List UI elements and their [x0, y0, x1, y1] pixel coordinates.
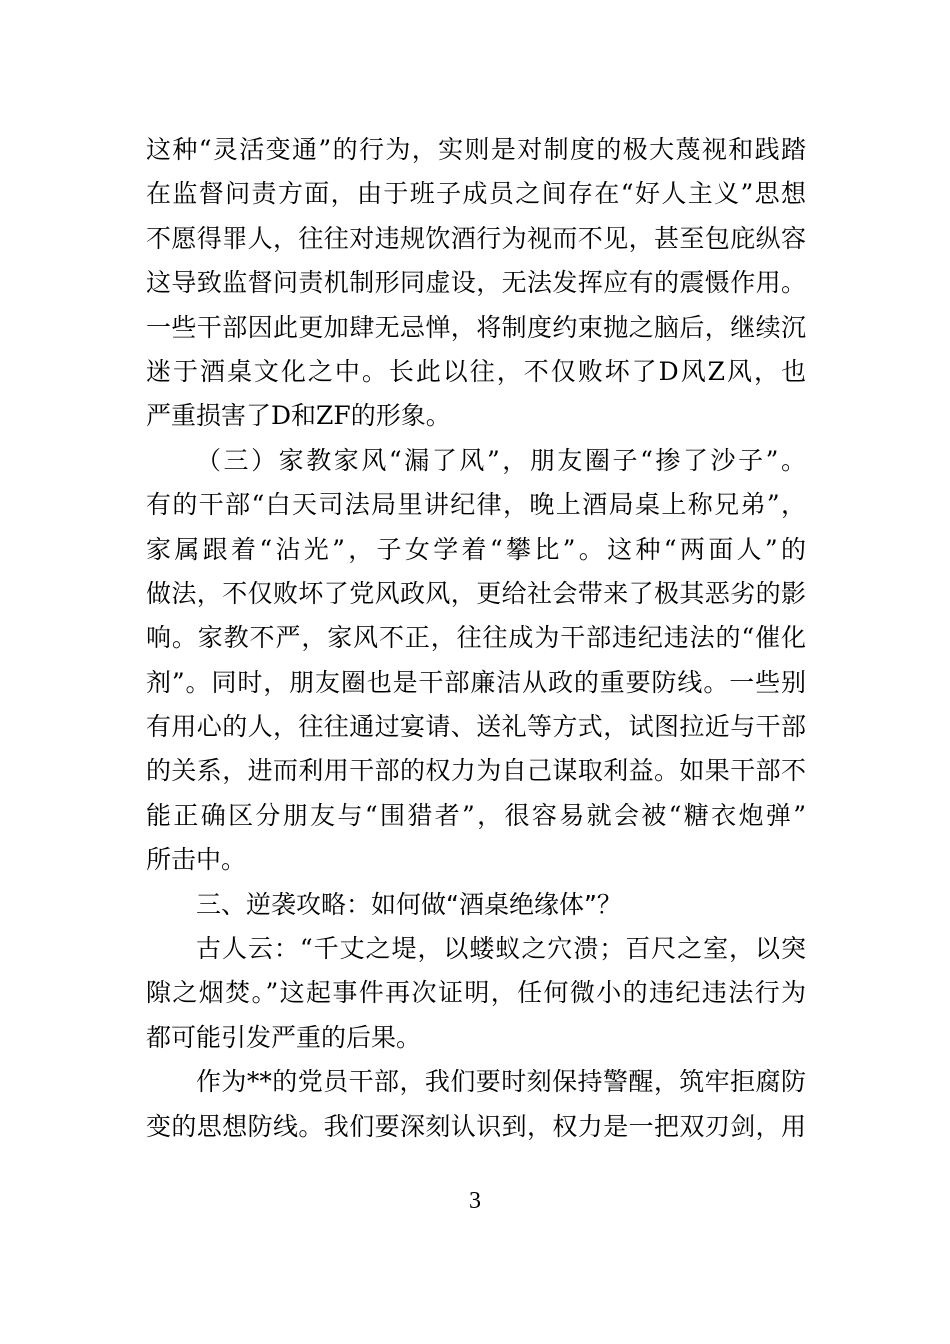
text-line: （三）家教家风“漏了风”，朋友圈子“掺了沙子”。: [196, 445, 806, 475]
text-line: 古人云：“千丈之堤，以蝼蚁之穴溃；百尺之室，以突: [196, 934, 806, 964]
text-line: 家属跟着“沾光”，子女学着“攀比”。这种“两面人”的: [146, 534, 806, 564]
text-line: 在监督问责方面，由于班子成员之间存在“好人主义”思想: [146, 179, 806, 209]
text-line: 这导致监督问责机制形同虚设，无法发挥应有的震慑作用。: [146, 268, 806, 298]
text-line: 一些干部因此更加肆无忌惮，将制度约束抛之脑后，继续沉: [146, 312, 806, 342]
text-line: 变的思想防线。我们要深刻认识到，权力是一把双刃剑，用: [146, 1111, 806, 1141]
text-line: 作为**的党员干部，我们要时刻保持警醒，筑牢拒腐防: [196, 1067, 806, 1097]
body-text: [146, 128, 806, 1149]
text-line: 这种“灵活变通”的行为，实则是对制度的极大蔑视和践踏: [146, 135, 806, 164]
text-line: 严重损害了D和ZF的形象。: [146, 401, 451, 431]
text-line: 响。家教不严，家风不正，往往成为干部违纪违法的“催化: [146, 623, 806, 653]
text-line: 的关系，进而利用干部的权力为自己谋取利益。如果干部不: [146, 756, 806, 786]
text-line: 剂”。同时，朋友圈也是干部廉洁从政的重要防线。一些别: [146, 667, 806, 697]
text-line: 能正确区分朋友与“围猎者”，很容易就会被“糖衣炮弹”: [146, 800, 806, 830]
text-line: 都可能引发严重的后果。: [146, 1022, 422, 1052]
section-heading: 三、逆袭攻略：如何做“酒桌绝缘体”？: [196, 889, 622, 919]
text-line: 不愿得罪人，往往对违规饮酒行为视而不见，甚至包庇纵容: [146, 223, 806, 253]
text-line: 迷于酒桌文化之中。长此以往，不仅败坏了D风Z风，也: [146, 356, 806, 386]
text-line: 所击中。: [146, 845, 247, 875]
text-line: 有的干部“白天司法局里讲纪律，晚上酒局桌上称兄弟”，: [146, 490, 806, 520]
page-number: 3: [469, 1188, 481, 1214]
text-line: 做法，不仅败坏了党风政风，更给社会带来了极其恶劣的影: [146, 578, 806, 608]
text-line: 有用心的人，往往通过宴请、送礼等方式，试图拉近与干部: [146, 712, 806, 742]
text-line: 隙之烟焚。”这起事件再次证明，任何微小的违纪违法行为: [146, 978, 806, 1008]
